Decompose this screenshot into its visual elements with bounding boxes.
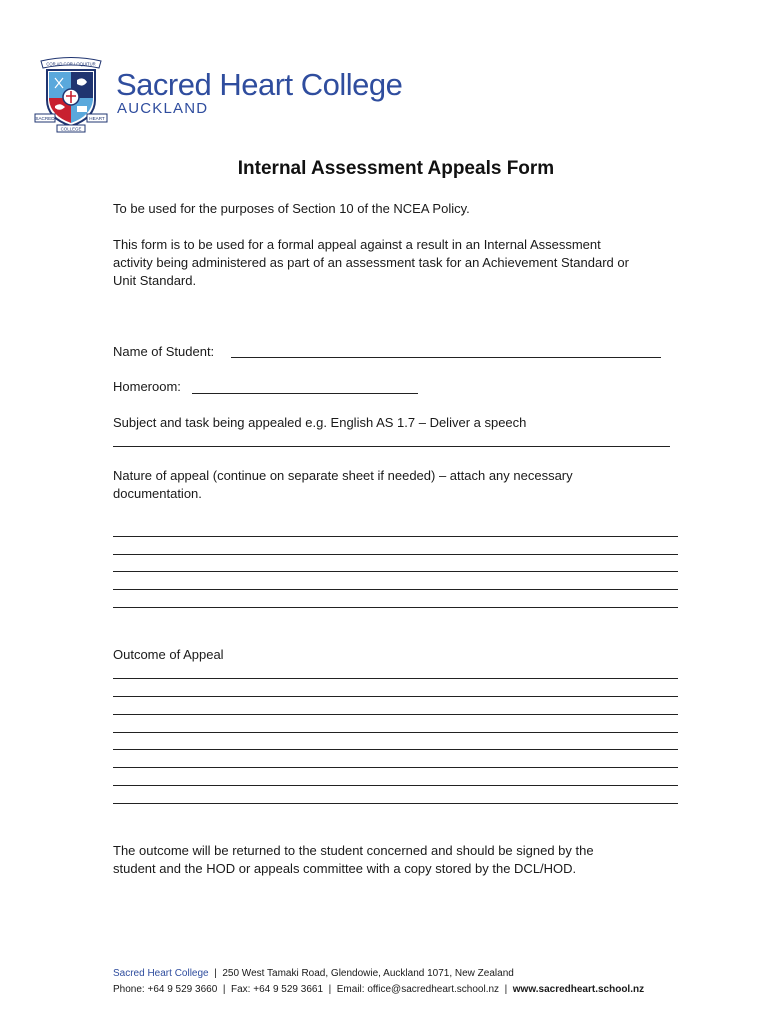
footer-separator: | [504,984,508,995]
footer-separator: | [214,968,217,979]
outcome-field-line[interactable] [113,714,678,715]
outcome-label: Outcome of Appeal [113,647,224,662]
form-title: Internal Assessment Appeals Form [237,158,555,179]
subject-field[interactable] [113,446,670,447]
footer-contact-line [113,984,644,995]
footer-college-name: Sacred Heart College [113,968,209,979]
nature-field-line[interactable] [113,571,678,572]
footer-website-link[interactable]: www.sacredheart.school.nz [512,984,645,995]
nature-label-line-2: documentation. [113,486,202,501]
footer-address: 250 West Tamaki Road, Glendowie, Auckland 1071, New Zealand [222,968,514,979]
student-name-field[interactable] [231,357,661,358]
nature-label-line-1: Nature of appeal (continue on separate sheet if needed) – attach any necessary [113,468,573,483]
intro-line-1: This form is to be used for a formal appeal against a result in an Internal Assessment [113,237,601,252]
student-name-label: Name of Student: [113,344,215,359]
crest-banner-right-text: HEART [89,115,105,121]
footer-phone: Phone: +64 9 529 3660 [113,984,218,995]
footer-separator: | [328,984,332,995]
footer-email-link[interactable]: Email: office@sacredheart.school.nz [336,984,500,995]
college-location: AUCKLAND [117,100,209,117]
nature-field-line[interactable] [113,554,678,555]
intro-line-3: Unit Standard. [113,273,197,288]
closing-line-1: The outcome will be returned to the student concerned and should be signed by the [113,843,594,858]
college-name: Sacred Heart College [116,67,403,102]
outcome-field-line[interactable] [113,785,678,786]
homeroom-field[interactable] [192,393,418,394]
outcome-field-line[interactable] [113,696,678,697]
college-crest-icon [33,52,109,134]
crest-banner-left-text: SACRED [35,115,55,121]
nature-field-line[interactable] [113,607,678,608]
nature-field-line[interactable] [113,589,678,590]
homeroom-label: Homeroom: [113,379,181,394]
outcome-field-line[interactable] [113,803,678,804]
footer-separator: | [222,984,226,995]
outcome-field-line[interactable] [113,767,678,768]
footer-address-line [113,968,514,979]
purpose-text: To be used for the purposes of Section 10 of the NCEA Policy. [113,201,470,216]
crest-motto-text: COR AD COR LOQUITUR [46,61,96,67]
subject-label: Subject and task being appealed e.g. English AS 1.7 – Deliver a speech [113,415,527,430]
nature-field-line[interactable] [113,536,678,537]
closing-line-2: student and the HOD or appeals committee with a copy stored by the DCL/HOD. [113,861,577,876]
crest-banner-bottom-text: COLLEGE [60,126,82,132]
outcome-field-line[interactable] [113,749,678,750]
footer-fax: Fax: +64 9 529 3661 [231,984,324,995]
outcome-field-line[interactable] [113,678,678,679]
outcome-field-line[interactable] [113,732,678,733]
intro-line-2: activity being administered as part of an assessment task for an Achievement Standard or [113,255,629,270]
